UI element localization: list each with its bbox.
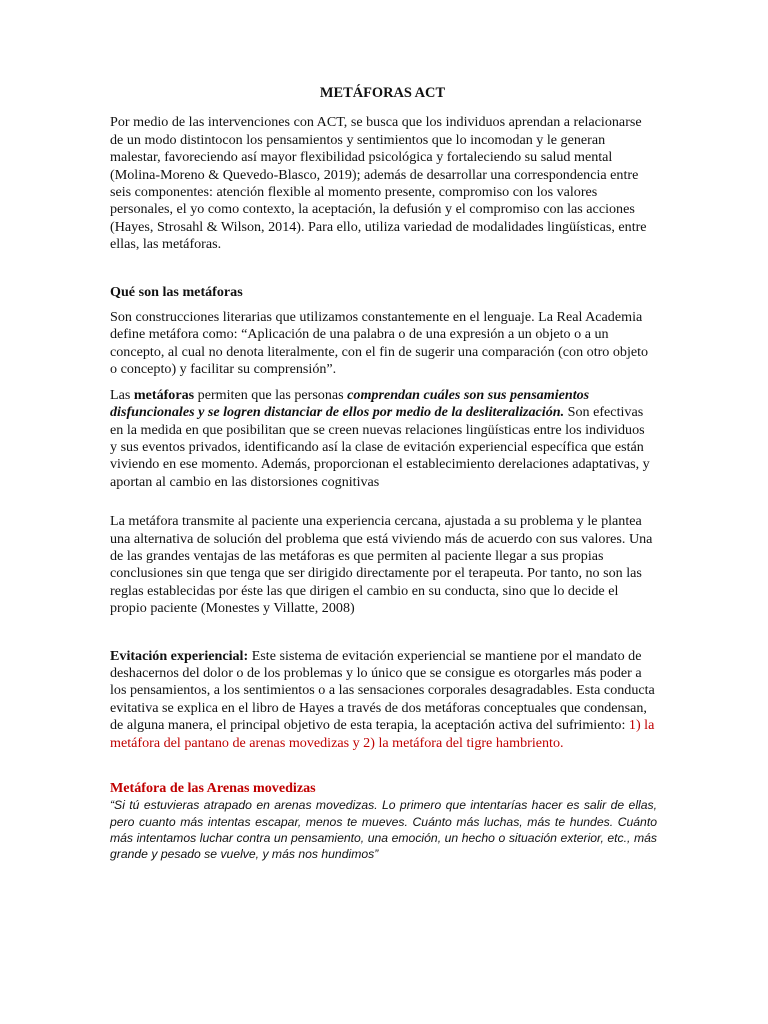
intro-paragraph: Por medio de las intervenciones con ACT, se busca que los individuos aprendan a relacionarse de un modo distintocon los pensamientos y sentimientos que lo incomodan y le generan malestar, favoreciendo así mayor flexibilidad psicológica y fortaleciendo su salud mental (Molina-Moreno & Quevedo-Blasco, 2019); además de desarrollar una correspondencia entre seis componentes: atención flexible al momento presente, compromiso con los valores personales, el yo como contexto, la aceptación, la defusión y el compromiso con las acciones (Hayes, Strosahl & Wilson, 2014). Para ello, utiliza variedad de modalidades lingüísticas, entre ellas, las metáforas.	[110, 114, 647, 253]
metaphor-function-paragraph	[110, 387, 655, 491]
p2-bold-italic: comprendan cuáles son sus pensamientos disfuncionales y se logren distanciar de ellos por medio de la desliteralización.	[110, 386, 590, 421]
document-title: METÁFORAS ACT	[319, 85, 446, 101]
metaphor-benefit-paragraph: La metáfora transmite al paciente una experiencia cercana, ajustada a su problema y le plantea una alternativa de solución del problema que está viviendo más de acuerdo con sus valores. Una de las grandes ventajas de las metáforas es que permiten al paciente llegar a sus propias conclusiones sin que tenga que ser dirigido directamente por el terapeuta. Por tanto, no son las reglas establecidas por éste las que dirigen el cambio en su conducta, sino que lo decide el propio paciente (Monestes y Villatte, 2008)	[110, 513, 653, 617]
p2-mid: permiten que las personas	[194, 386, 348, 403]
document-page	[110, 85, 655, 863]
experiential-avoidance-paragraph	[110, 648, 655, 752]
arenas-movedizas-quote: “Si tú estuvieras atrapado en arenas movedizas. Lo primero que intentarías hacer es salir de ellas, pero cuanto más intentas escapar, menos te mueves. Cuánto más luchas, más te hundes. Cuánto más intentamos luchar contra un pensamiento, una emoción, un hecho o situación exterior, etc., más grande y pesado se vuelve, y más nos hundimos”	[110, 798, 657, 862]
section-heading-arenas-movedizas: Metáfora de las Arenas movedizas	[110, 780, 316, 796]
p2-bold-metaforas: metáforas	[133, 386, 195, 403]
experiential-avoidance-red-text: 1) la metáfora del pantano de arenas movedizas y 2) la metáfora del tigre hambriento.	[110, 717, 655, 751]
p2-post: Son efectivas en la medida en que posibilitan que se creen nuevas relaciones lingüísticas entre los individuos y sus eventos privados, identificando así la clase de evitación experiencial específica que están viviendo en ese momento. Además, proporcionan el establecimiento derelaciones adaptativas, y aportan al cambio en las distorsiones cognitivas	[110, 404, 650, 490]
experiential-avoidance-body: Este sistema de evitación experiencial se mantiene por el mandato de deshacernos del dolor o de los problemas y lo único que se consigue es otorgarles más poder a los pensamientos, a los sentimientos o a las sensaciones corporales desagradables. Esta conducta evitativa se explica en el libro de Hayes a través de dos metáforas conceptuales que condensan, de alguna manera, el principal objetivo de esta terapia, la aceptación activa del sufrimiento:	[110, 647, 655, 734]
experiential-avoidance-lead: Evitación experiencial:	[110, 647, 249, 664]
definition-paragraph: Son construcciones literarias que utilizamos constantemente en el lenguaje. La Real Academia define metáfora como: “Aplicación de una palabra o de una expresión a un objeto o a un concepto, al cual no denota literalmente, con el fin de sugerir una comparación (con otro objeto o concepto) y facilitar su comprensión”.	[110, 309, 649, 378]
p2-pre: Las	[110, 386, 134, 403]
section-heading-que-son: Qué son las metáforas	[110, 283, 243, 300]
